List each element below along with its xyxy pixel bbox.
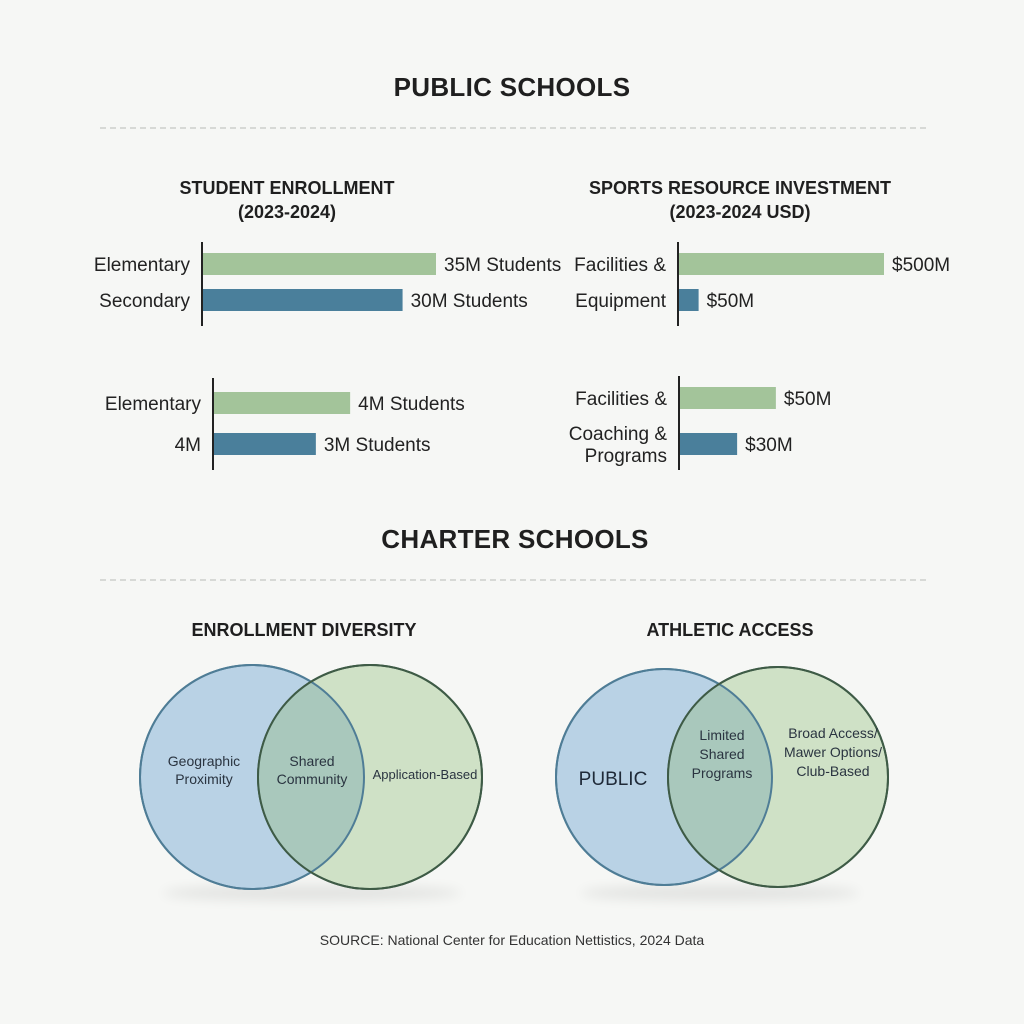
bar-value-label: $500M bbox=[892, 255, 951, 276]
venn-athletic-access bbox=[556, 667, 888, 901]
investment-chart-title: SPORTS RESOURCE INVESTMENT (2023-2024 USD) bbox=[588, 178, 892, 222]
public-schools-title: PUBLIC SCHOOLS bbox=[393, 72, 631, 102]
venn-left-label: Geographic Proximity bbox=[167, 753, 241, 787]
bar-value-label: 35M Students bbox=[444, 255, 562, 276]
bar-value-label: $30M bbox=[745, 435, 793, 456]
enrollment-group-2 bbox=[105, 378, 465, 470]
bar bbox=[213, 392, 350, 414]
category-label: Equipment bbox=[575, 291, 666, 312]
enrollment-group-1 bbox=[94, 242, 561, 326]
venn-diagrams bbox=[0, 640, 1024, 920]
bar bbox=[213, 433, 316, 455]
investment-group-1 bbox=[574, 242, 950, 326]
category-label: Coaching & Programs bbox=[568, 424, 667, 467]
category-label: Facilities & bbox=[574, 255, 666, 276]
bar bbox=[202, 289, 403, 311]
enrollment-chart-title: STUDENT ENROLLMENT (2023-2024) bbox=[179, 178, 395, 222]
category-label: Elementary bbox=[93, 255, 190, 276]
source-note: SOURCE: National Center for Education Nettistics, 2024 Data bbox=[319, 932, 705, 948]
bar-value-label: 4M Students bbox=[358, 394, 465, 415]
venn-center-label: Shared Community bbox=[276, 753, 348, 787]
venn-right-label: Broad Access/ Mawer Options/ Club-Based bbox=[783, 725, 883, 779]
charter-divider bbox=[100, 579, 926, 581]
enrollment-diversity-title: ENROLLMENT DIVERSITY bbox=[191, 620, 417, 640]
category-label: Facilities & bbox=[575, 389, 667, 410]
investment-group-2 bbox=[569, 376, 832, 470]
bar-value-label: 3M Students bbox=[323, 435, 431, 456]
bar bbox=[679, 433, 737, 455]
venn-enrollment-diversity bbox=[140, 665, 482, 901]
venn-right-label: Application-Based bbox=[372, 767, 478, 782]
bar-value-label: $50M bbox=[706, 291, 755, 312]
bar-value-label: $50M bbox=[783, 389, 832, 410]
category-label: Secondary bbox=[99, 291, 190, 312]
charter-schools-title: CHARTER SCHOOLS bbox=[381, 524, 649, 554]
bar bbox=[678, 253, 884, 275]
bar-value-label: 30M Students bbox=[410, 291, 528, 312]
bar bbox=[679, 387, 776, 409]
category-label: Elementary bbox=[104, 394, 201, 415]
venn-shadow bbox=[162, 885, 462, 901]
bar bbox=[678, 289, 699, 311]
venn-shadow bbox=[580, 885, 860, 901]
bar bbox=[202, 253, 436, 275]
athletic-access-title: ATHLETIC ACCESS bbox=[646, 620, 814, 640]
venn-left-label: PUBLIC bbox=[578, 769, 648, 790]
category-label: 4M bbox=[174, 435, 201, 456]
venn-center-label: Limited Shared Programs bbox=[691, 727, 753, 781]
